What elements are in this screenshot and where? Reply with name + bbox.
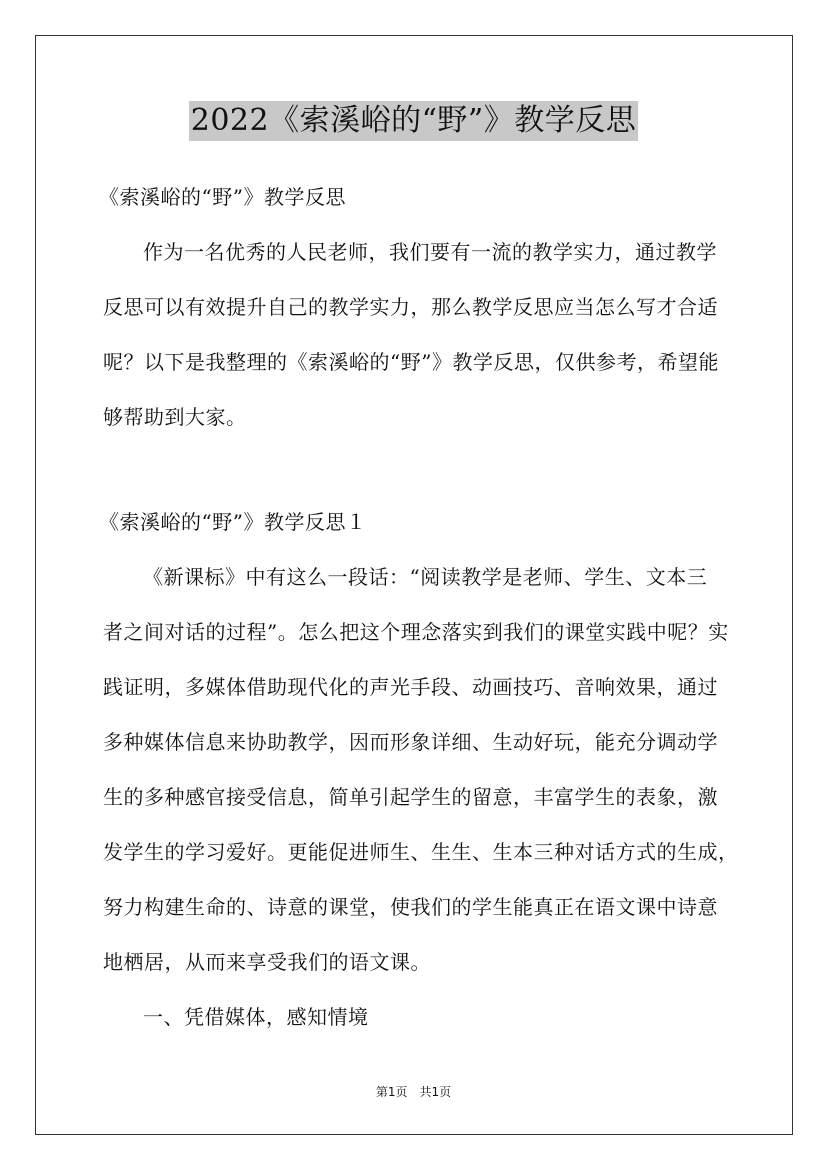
document-body <box>99 170 739 1045</box>
spacer <box>103 445 730 495</box>
section1-line: 践证明，多媒体借助现代化的声光手段、动画技巧、音响效果，通过 <box>103 675 718 699</box>
page-footer: 第1页 共1页 <box>375 1085 452 1099</box>
section1-line: 生的多种感官接受信息，简单引起学生的留意，丰富学生的表象，激 <box>103 785 718 809</box>
section1-line: 者之间对话的过程”。怎么把这个理念落实到我们的课堂实践中呢？实 <box>103 620 729 644</box>
intro-line: 作为一名优秀的人民老师，我们要有一流的教学实力，通过教学 <box>143 240 717 264</box>
section1-line: 努力构建生命的、诗意的课堂，使我们的学生能真正在语文课中诗意 <box>103 895 718 919</box>
intro-line: 反思可以有效提升自己的教学实力，那么教学反思应当怎么写才合适 <box>103 295 718 319</box>
intro-line: 呢？以下是我整理的《索溪峪的“野”》教学反思，仅供参考，希望能 <box>103 350 719 374</box>
section1-paragraph <box>103 550 739 990</box>
section1-line: 《新课标》中有这么一段话：“阅读教学是老师、学生、文本三 <box>143 565 708 589</box>
document-subtitle: 《索溪峪的“野”》教学反思 <box>99 185 346 209</box>
section1-line: 地栖居，从而来享受我们的语文课。 <box>103 950 431 974</box>
intro-paragraph <box>103 225 730 445</box>
title-container <box>0 101 827 141</box>
section1-line: 发学生的学习爱好。更能促进师生、生生、生本三种对话方式的生成， <box>103 840 739 864</box>
intro-line: 够帮助到大家。 <box>103 405 247 429</box>
section1-line: 多种媒体信息来协助教学，因而形象详细、生动好玩，能充分调动学 <box>103 730 718 754</box>
subsection-heading: 一、凭借媒体，感知情境 <box>143 1005 369 1029</box>
document-title: 2022《索溪峪的“野”》教学反思 <box>189 101 639 141</box>
section-heading: 《索溪峪的“野”》教学反思１ <box>99 510 367 534</box>
